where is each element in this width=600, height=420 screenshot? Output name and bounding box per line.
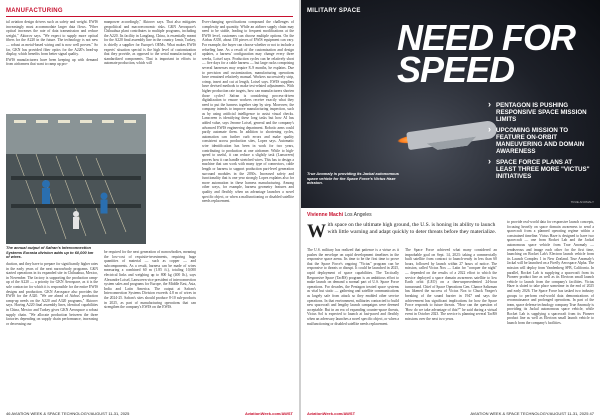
lead-paragraph bbox=[307, 222, 497, 240]
article-body-top bbox=[6, 20, 294, 204]
paragraph: EWIS manufacturers have been keeping up with demand from airframers that want to ramp up pro- bbox=[6, 57, 98, 67]
footer-url-link[interactable]: AviationWeek.com/AWST bbox=[244, 411, 293, 416]
column-2 bbox=[405, 248, 497, 408]
paragraph: tal aviation design drivers such as safety and weight. EWIS increasingly must accommodate larger data flows. "Fiber optical increases the rate of data transmission and reduce weight," Aktorov says. "We expect to supply more optical fibers for the A220 in the future. The technology is not new — robust as metal-based wiring and is now well proven." So far, GKN has provided fiber optics for the A220's head-up display, which benefits from better signal quality. bbox=[6, 20, 98, 57]
section-label: MANUFACTURING bbox=[6, 8, 63, 14]
page-footer bbox=[6, 411, 293, 416]
headline-line-2: SPEED bbox=[397, 49, 515, 90]
paragraph: manpower accordingly," Aktorov says. That also mitigates geopolitical and macroeconomic risks. GKN Aerospace's Chihuahua plant contributes to multiple programs, including the A220. Its facility in Langfang, China, is essentially meant for the A220 final assembly line in the country. Izmir, Turkey, is chiefly a supplier for Europe's OEMs. What makes EWIS experts' situation special is the high level of customization that they provide, as opposed to the serial manufacturing of standardized components. That is important in efforts to automate production, which will bbox=[104, 20, 196, 66]
headline-line-1: NEED FOR bbox=[397, 17, 576, 58]
drop-cap: W bbox=[307, 221, 326, 242]
paragraph: The Space Force achieved what many considered an improbable goal on Sept. 14, 2023: taking a commercially built satellite from contract to launch-ready in less than 60 hours, followed by launch within 27 hours of notice. The mission, called Victus Nox — Latin for "conquer the night" — depended on the results of a 2022 effort to which the service deployed a space domain awareness satellite to low Earth orbit (LEO) on a then-unprecedented 24-hour turnaround. Chief of Space Operations Gen. Chance Saltzman has likened the success of Victus Nox to Chuck Yeager's breaking of the sound barrier in 1947 and says the achievement has significant implications for how the Space Force responds to future threats. "How can the question of 'How do we take advantage of this?'" he said during a virtual event in October 2023. The service is planning several TacRS missions over the next two years. bbox=[405, 248, 497, 321]
photo-caption: The annual output of Safran's Interconnection Systems Eurasia division adds up to 60,000 km of wires. bbox=[6, 245, 94, 260]
column-2 bbox=[104, 20, 196, 112]
byline bbox=[307, 212, 372, 218]
paragraph: duction, and they have to prepare for significantly higher rates in the early years of the next narrowbody programs. GKN started operations in its expanded site in Chihuahua, Mexico, in November. The factory is supporting the production ramp-up of the A220 — a priority for GKN Aerospace, as it is the sole contractor for which it is responsible for the entire EWIS designs and production. GKN Aerospace also provides the EWIS for the A320. "We are ahead of Airbus' production ramp-up needs on the A220 and A320 programs," Aktorov says. Having A220 final assembly lines, identical capabilities in China, Mexico and Turkey gives GKN Aerospace a robust supply chain. "We allocate production between the three factories depending on supply chain performance, increasing or decreasing our bbox=[6, 262, 98, 326]
author-name: Vivienne Machi bbox=[307, 212, 344, 218]
column-2-lower bbox=[104, 250, 196, 408]
right-page bbox=[301, 0, 600, 420]
paragraph: Ever-changing specifications compound the challenges of complexity and quantity. While an airliner supply chain may need to be stable, leading to frequent modifications at the EWIS level, customers can choose multiple options. On the Airbus A350, about 150 pieces of EWIS equipment can vary. For example, the buyer can choose whether or not to include a refueling lane. As a result of the customization and design updates, a harness' configuration may change every three weeks, Loisel says. Production cycles can be relatively short — five days for a cable harness — but large racks comprising several harnesses may require 8–9 months, he explains. Due to precision and customization, manufacturing operations have remained relatively manual. Workers successively strip, crimp, insert and cut at length, Loisel says. EWIS suppliers have devised methods to make test-related adjustments. With higher production rate targets, how can manufacturers shorten those cycles? Safran is considering process-driven digitalization to ensure workers receive exactly what they need to put the harness together step by step. Moreover, the company intends to improve manufacturing inspection, such as by using artificial intelligence to assist visual checks. Lanscreen is identifying these long tasks but how AI has added value, says Jerome Loisel, general and the company's advanced EWIS engineering department. Robotic arms could partly automate them. In addition to shortening cycles, automation can further curb errors and make quality consistent across production sites, Lopez says. Automatic wire identification has been in work for two years, contributing to production at one airframer. While to high-speed to useful, it can reduce a slightly task (Lanscreen) proves how it can handle stretched wires. This has to design a machine that can work with many type of connectors, cable length or harness to support production part-level generation surround modules in the 2030s. Increased safety and functionality that is one year strongly Lopez explains also for more automation in these harness manufacturing. Among other ways, for example, harness geometry features and quality and flexibly when an advantage launches a novel specific object, or when a malfunctioning or disabled satellite needs replacement. bbox=[202, 20, 294, 204]
section-label: MILITARY SPACE bbox=[307, 8, 361, 14]
article-body-lower-mid bbox=[6, 250, 293, 408]
paragraph: The U.S. military has realized that patience is a virtue as it pushes the envelope on rapid development timelines in the responsive space arena. Its time to be the first time to prove that the Space Force's ongoing "Victus" program can be responsive to threats or disrupt. It could be launched in 2025, rapid deployment of space capabilities. The Tactically Responsive Space (TacRS) program is an ambitious effort to make launch on demand a normal part of U.S. Space Force operations. For decades, the Pentagon treated space systems as vital but static — gathering and satellite communications as largely safe from attack so they enabled other service operations. In that environment, militaries contracted to build new spacecraft and lengthy launch campaigns were deemed acceptable. But in an era of expanding counter-space threats, Victus Sol is expected to launch at fast-paced and flexibly when an adversary launches a novel specific object, or when a malfunctioning or disabled satellite needs replacement. bbox=[307, 248, 399, 326]
hero-caption: True Anomaly is providing its Jackal autonomous space vehicle for the Space Force's Victus Haze mission. bbox=[307, 171, 399, 186]
photo-credit: TRUE ANOMALY bbox=[570, 200, 594, 204]
folio: AVIATION WEEK & SPACE TECHNOLOGY/AUGUST 11-31, 2025 47 bbox=[470, 411, 594, 416]
paragraph: be required for the next generation of narrowbodies, meaning the low-cost of requisite-investments, requiring huge quantities of material — such as copper — and subcomponents. As a result, harness can be made of wires measuring a combined 60 m (1.85 ft.), totaling 10,000 electrical links and weighing up to 800 kg (400 lb.), says Alexandre Loisel, Lanscreen vice president of interconnection system sales and programs for Europe, the Middle East, Asia, India and Latin America. The output at Safran's Interconnection Systems Division exceeds 4.8 m of wires in the 2024-25. Safran's sites should produce 8-10 sub-products in 2025, as part of manufacturing operations that can strengthen the company's EWIS on the EWIS. bbox=[104, 250, 196, 310]
lead-text: ith space on the ultimate high ground, the U.S. is honing its ability to launch with little warning and adapt quickly to deter threats before they materialize. bbox=[327, 222, 497, 235]
left-page bbox=[0, 0, 299, 420]
paragraph: to provide real-world data for responsive launch concepts, focusing heavily on space domain awareness to send a spacecraft from a planned operating regime within a constrained timeline. Victus Haze is designed to have two spacecraft — one from Rocket Lab and the Jackal autonomous space vehicle from True Anomaly — rendezvous and image each other for the first time, launching on Rocket Lab's Electron launch vehicle from its Launch Complex 1 in New Zealand. True Anomaly's Jackal will be launched on a Firefly Aerospace Alpha. The mission will deploy from Vandenberg SFB, California. In parallel, Rocket Lab is supplying a spacecraft from its Pioneer product line as well as its Electron small launch vehicle to launch from the company's facilities. Victus Haze is slated to take place sometime in the end of 2025 and early 2026. The Space Force has tasked two industry groups to perform real-world data demonstrations of reconnaissance and prolonged operations. In part of the team, space defense technology company True Anomaly is providing its Jackal autonomous space vehicle, while Rocket Lab is supplying a spacecraft from its Pioneer product line as well as Electron small launch vehicle to launch from the company's facilities. bbox=[507, 220, 594, 326]
footer-url-link[interactable]: AviationWeek.com/AWST bbox=[307, 411, 356, 416]
bullet-item: › SPACE FORCE PLANS AT LEAST THREE MORE "VICTUS" INITIATIVES bbox=[488, 159, 594, 180]
page-footer bbox=[307, 411, 594, 416]
column-1 bbox=[6, 20, 98, 112]
deck-bullets bbox=[488, 102, 594, 184]
bullet-item: › UPCOMING MISSION TO FEATURE ON-ORBIT MANEUVERING AND DOMAIN AWARENESS bbox=[488, 127, 594, 155]
hero-image bbox=[301, 0, 600, 208]
headline bbox=[397, 17, 576, 90]
bullet-item: › PENTAGON IS PUSHING RESPONSIVE SPACE MISSION LIMITS bbox=[488, 102, 594, 123]
author-location: Los Angeles bbox=[344, 212, 372, 218]
column-3 bbox=[507, 220, 594, 408]
folio: 46 AVIATION WEEK & SPACE TECHNOLOGY/AUGUST 11-31, 2025 bbox=[6, 411, 130, 416]
column-1 bbox=[307, 248, 399, 408]
section-rule bbox=[6, 16, 293, 17]
